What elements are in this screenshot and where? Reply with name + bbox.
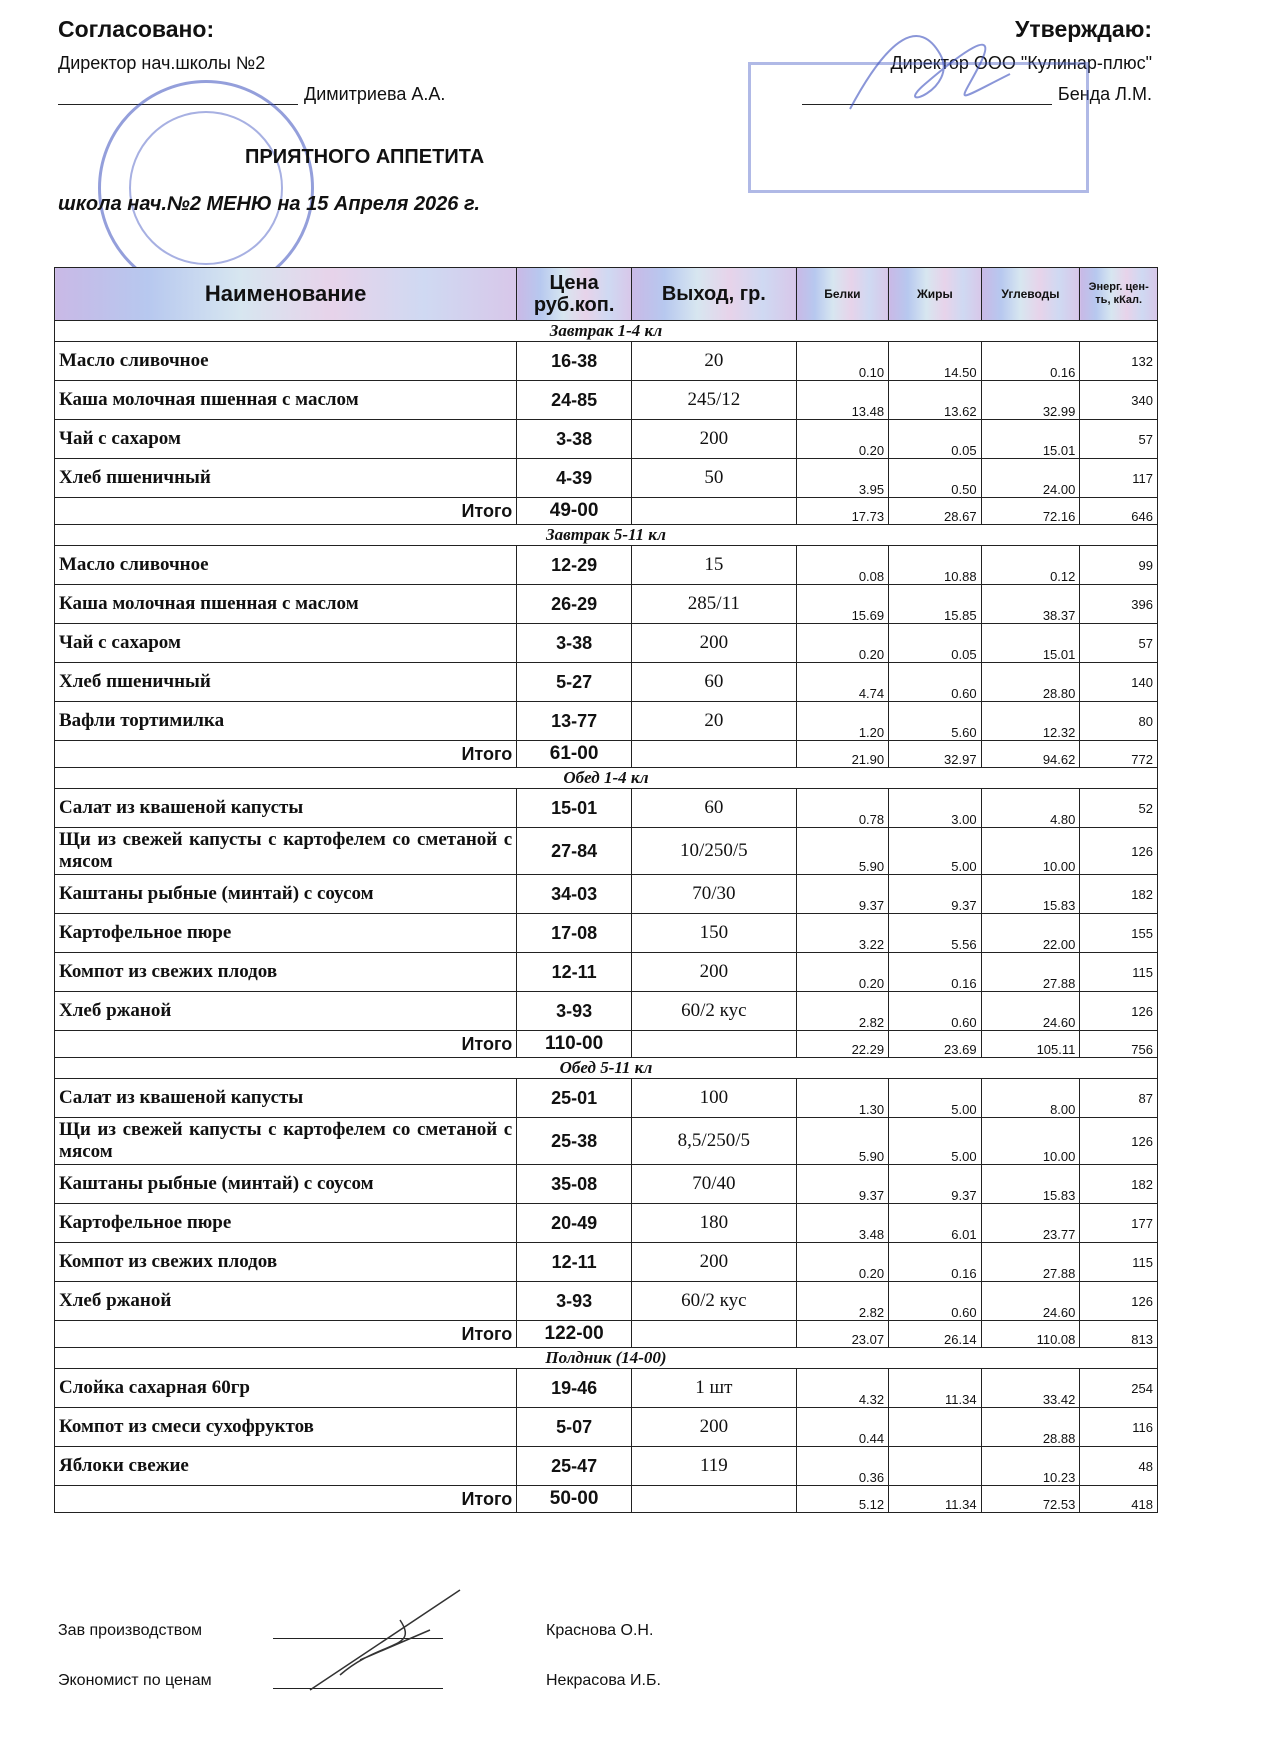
item-output: 70/40 xyxy=(631,1165,796,1204)
total-fats: 11.34 xyxy=(889,1486,981,1513)
item-output: 100 xyxy=(631,1079,796,1118)
item-kcal: 126 xyxy=(1080,1282,1158,1321)
total-kcal: 772 xyxy=(1080,741,1158,768)
confirm-position: Директор ООО "Кулинар-плюс" xyxy=(890,53,1152,73)
total-row xyxy=(55,1031,1158,1058)
menu-table xyxy=(54,267,1158,1513)
item-proteins: 2.82 xyxy=(796,1282,888,1321)
item-price: 3-38 xyxy=(517,420,632,459)
item-carbs: 4.80 xyxy=(981,789,1080,828)
header-energy: Энерг. цен-ть, кКал. xyxy=(1080,268,1158,321)
item-kcal: 87 xyxy=(1080,1079,1158,1118)
total-output xyxy=(631,1486,796,1513)
section-row xyxy=(55,1058,1158,1079)
item-proteins: 9.37 xyxy=(796,875,888,914)
item-output: 285/11 xyxy=(631,585,796,624)
item-price: 13-77 xyxy=(517,702,632,741)
item-name: Хлеб ржаной xyxy=(55,1282,517,1321)
item-name: Масло сливочное xyxy=(55,546,517,585)
total-carbs: 94.62 xyxy=(981,741,1080,768)
total-fats: 26.14 xyxy=(889,1321,981,1348)
section-title: Завтрак 1-4 кл xyxy=(55,321,1158,342)
item-name: Слойка сахарная 60гр xyxy=(55,1369,517,1408)
economist-name: Некрасова И.Б. xyxy=(546,1672,661,1689)
item-carbs: 24.00 xyxy=(981,459,1080,498)
item-carbs: 27.88 xyxy=(981,953,1080,992)
item-output: 245/12 xyxy=(631,381,796,420)
item-price: 12-11 xyxy=(517,953,632,992)
total-fats: 23.69 xyxy=(889,1031,981,1058)
total-output xyxy=(631,1321,796,1348)
item-name: Каша молочная пшенная с маслом xyxy=(55,381,517,420)
table-row xyxy=(55,1165,1158,1204)
item-fats: 6.01 xyxy=(889,1204,981,1243)
section-row xyxy=(55,321,1158,342)
item-name: Масло сливочное xyxy=(55,342,517,381)
item-price: 5-27 xyxy=(517,663,632,702)
item-fats: 0.50 xyxy=(889,459,981,498)
item-name: Каша молочная пшенная с маслом xyxy=(55,585,517,624)
table-row xyxy=(55,1204,1158,1243)
item-proteins: 0.36 xyxy=(796,1447,888,1486)
item-fats: 0.60 xyxy=(889,992,981,1031)
section-title: Полдник (14-00) xyxy=(55,1348,1158,1369)
item-fats: 0.60 xyxy=(889,1282,981,1321)
approved-title: Согласовано: xyxy=(58,16,215,42)
total-kcal: 756 xyxy=(1080,1031,1158,1058)
item-fats: 0.60 xyxy=(889,663,981,702)
item-name: Яблоки свежие xyxy=(55,1447,517,1486)
item-proteins: 0.78 xyxy=(796,789,888,828)
item-kcal: 126 xyxy=(1080,1118,1158,1165)
total-proteins: 17.73 xyxy=(796,498,888,525)
item-fats: 0.05 xyxy=(889,624,981,663)
item-carbs: 33.42 xyxy=(981,1369,1080,1408)
item-kcal: 396 xyxy=(1080,585,1158,624)
item-carbs: 15.83 xyxy=(981,1165,1080,1204)
item-kcal: 48 xyxy=(1080,1447,1158,1486)
item-fats: 0.16 xyxy=(889,953,981,992)
menu-title: школа нач.№2 МЕНЮ на 15 Апреля 2026 г. xyxy=(58,193,480,215)
item-fats: 3.00 xyxy=(889,789,981,828)
item-price: 20-49 xyxy=(517,1204,632,1243)
table-row xyxy=(55,1118,1158,1165)
item-output: 200 xyxy=(631,953,796,992)
item-kcal: 132 xyxy=(1080,342,1158,381)
item-price: 16-38 xyxy=(517,342,632,381)
table-row xyxy=(55,789,1158,828)
item-price: 35-08 xyxy=(517,1165,632,1204)
item-proteins: 4.32 xyxy=(796,1369,888,1408)
item-proteins: 0.20 xyxy=(796,624,888,663)
table-row xyxy=(55,546,1158,585)
item-name: Вафли тортимилка xyxy=(55,702,517,741)
item-kcal: 80 xyxy=(1080,702,1158,741)
header-fats: Жиры xyxy=(889,268,981,321)
table-row xyxy=(55,914,1158,953)
total-fats: 28.67 xyxy=(889,498,981,525)
item-output: 70/30 xyxy=(631,875,796,914)
item-price: 19-46 xyxy=(517,1369,632,1408)
item-carbs: 22.00 xyxy=(981,914,1080,953)
item-output: 10/250/5 xyxy=(631,828,796,875)
item-output: 60/2 кус xyxy=(631,992,796,1031)
total-kcal: 813 xyxy=(1080,1321,1158,1348)
total-row xyxy=(55,498,1158,525)
total-price: 110-00 xyxy=(517,1031,632,1058)
item-price: 15-01 xyxy=(517,789,632,828)
item-proteins: 3.95 xyxy=(796,459,888,498)
menu-body xyxy=(55,321,1158,1513)
table-row xyxy=(55,459,1158,498)
confirm-name: Бенда Л.М. xyxy=(1057,84,1152,104)
item-proteins: 0.20 xyxy=(796,1243,888,1282)
item-kcal: 115 xyxy=(1080,1243,1158,1282)
table-row xyxy=(55,875,1158,914)
total-row xyxy=(55,1486,1158,1513)
director-signature xyxy=(830,14,1030,124)
item-proteins: 15.69 xyxy=(796,585,888,624)
item-output: 150 xyxy=(631,914,796,953)
approved-signature-line xyxy=(58,84,528,105)
item-kcal: 57 xyxy=(1080,624,1158,663)
item-proteins: 5.90 xyxy=(796,828,888,875)
table-row xyxy=(55,1243,1158,1282)
item-carbs: 10.00 xyxy=(981,1118,1080,1165)
table-row xyxy=(55,1079,1158,1118)
item-fats: 5.60 xyxy=(889,702,981,741)
item-kcal: 126 xyxy=(1080,992,1158,1031)
item-fats: 5.56 xyxy=(889,914,981,953)
item-fats: 15.85 xyxy=(889,585,981,624)
item-kcal: 254 xyxy=(1080,1369,1158,1408)
item-name: Каштаны рыбные (минтай) с соусом xyxy=(55,875,517,914)
item-price: 4-39 xyxy=(517,459,632,498)
item-carbs: 10.00 xyxy=(981,828,1080,875)
item-carbs: 28.80 xyxy=(981,663,1080,702)
item-kcal: 52 xyxy=(1080,789,1158,828)
item-price: 34-03 xyxy=(517,875,632,914)
item-fats xyxy=(889,1447,981,1486)
header-name: Наименование xyxy=(55,268,517,321)
total-label: Итого xyxy=(55,1321,517,1348)
item-price: 25-38 xyxy=(517,1118,632,1165)
approved-name: Димитриева А.А. xyxy=(304,84,446,104)
table-row xyxy=(55,828,1158,875)
item-output: 200 xyxy=(631,624,796,663)
item-kcal: 126 xyxy=(1080,828,1158,875)
item-carbs: 15.01 xyxy=(981,420,1080,459)
item-fats: 14.50 xyxy=(889,342,981,381)
confirm-title: Утверждаю: xyxy=(1015,16,1152,42)
item-name: Хлеб пшеничный xyxy=(55,459,517,498)
item-proteins: 13.48 xyxy=(796,381,888,420)
item-price: 26-29 xyxy=(517,585,632,624)
item-carbs: 0.12 xyxy=(981,546,1080,585)
approval-block xyxy=(58,16,528,115)
item-output: 119 xyxy=(631,1447,796,1486)
total-row xyxy=(55,741,1158,768)
total-carbs: 72.53 xyxy=(981,1486,1080,1513)
table-row xyxy=(55,381,1158,420)
item-kcal: 140 xyxy=(1080,663,1158,702)
item-fats: 0.05 xyxy=(889,420,981,459)
header-price: Цена руб.коп. xyxy=(517,268,632,321)
item-price: 12-11 xyxy=(517,1243,632,1282)
total-output xyxy=(631,1031,796,1058)
total-kcal: 646 xyxy=(1080,498,1158,525)
item-output: 60 xyxy=(631,789,796,828)
total-carbs: 72.16 xyxy=(981,498,1080,525)
item-output: 15 xyxy=(631,546,796,585)
item-proteins: 9.37 xyxy=(796,1165,888,1204)
table-row xyxy=(55,1282,1158,1321)
item-proteins: 0.20 xyxy=(796,420,888,459)
total-label: Итого xyxy=(55,498,517,525)
item-price: 25-01 xyxy=(517,1079,632,1118)
item-carbs: 24.60 xyxy=(981,992,1080,1031)
item-name: Чай с сахаром xyxy=(55,624,517,663)
item-proteins: 2.82 xyxy=(796,992,888,1031)
item-carbs: 28.88 xyxy=(981,1408,1080,1447)
total-kcal: 418 xyxy=(1080,1486,1158,1513)
item-name: Компот из свежих плодов xyxy=(55,1243,517,1282)
item-proteins: 1.30 xyxy=(796,1079,888,1118)
appetite-heading: ПРИЯТНОГО АППЕТИТА xyxy=(245,146,485,168)
item-output: 20 xyxy=(631,702,796,741)
item-name: Щи из свежей капусты с картофелем со сметаной с мясом xyxy=(55,1118,517,1165)
item-fats xyxy=(889,1408,981,1447)
total-proteins: 22.29 xyxy=(796,1031,888,1058)
item-output: 200 xyxy=(631,1243,796,1282)
item-kcal: 155 xyxy=(1080,914,1158,953)
header-carbs: Углеводы xyxy=(981,268,1080,321)
item-carbs: 32.99 xyxy=(981,381,1080,420)
table-row xyxy=(55,953,1158,992)
item-name: Каштаны рыбные (минтай) с соусом xyxy=(55,1165,517,1204)
item-price: 17-08 xyxy=(517,914,632,953)
item-fats: 0.16 xyxy=(889,1243,981,1282)
section-row xyxy=(55,1348,1158,1369)
table-row xyxy=(55,1447,1158,1486)
table-header-row xyxy=(55,268,1158,321)
item-kcal: 116 xyxy=(1080,1408,1158,1447)
item-carbs: 10.23 xyxy=(981,1447,1080,1486)
item-price: 25-47 xyxy=(517,1447,632,1486)
table-row xyxy=(55,342,1158,381)
item-carbs: 24.60 xyxy=(981,1282,1080,1321)
total-price: 49-00 xyxy=(517,498,632,525)
production-name: Краснова О.Н. xyxy=(546,1622,654,1639)
header-proteins: Белки xyxy=(796,268,888,321)
item-proteins: 4.74 xyxy=(796,663,888,702)
item-kcal: 115 xyxy=(1080,953,1158,992)
item-output: 20 xyxy=(631,342,796,381)
item-carbs: 27.88 xyxy=(981,1243,1080,1282)
total-label: Итого xyxy=(55,741,517,768)
school-stamp xyxy=(98,80,314,296)
item-output: 60 xyxy=(631,663,796,702)
item-name: Картофельное пюре xyxy=(55,1204,517,1243)
item-name: Щи из свежей капусты с картофелем со сметаной с мясом xyxy=(55,828,517,875)
item-proteins: 1.20 xyxy=(796,702,888,741)
economist-label: Экономист по ценам xyxy=(58,1672,212,1689)
item-price: 3-93 xyxy=(517,1282,632,1321)
item-price: 3-93 xyxy=(517,992,632,1031)
item-carbs: 8.00 xyxy=(981,1079,1080,1118)
item-kcal: 182 xyxy=(1080,1165,1158,1204)
item-kcal: 117 xyxy=(1080,459,1158,498)
total-price: 61-00 xyxy=(517,741,632,768)
section-title: Обед 5-11 кл xyxy=(55,1058,1158,1079)
item-carbs: 15.01 xyxy=(981,624,1080,663)
total-proteins: 5.12 xyxy=(796,1486,888,1513)
item-carbs: 15.83 xyxy=(981,875,1080,914)
item-fats: 5.00 xyxy=(889,1079,981,1118)
item-proteins: 3.22 xyxy=(796,914,888,953)
item-name: Картофельное пюре xyxy=(55,914,517,953)
item-output: 200 xyxy=(631,1408,796,1447)
item-fats: 9.37 xyxy=(889,875,981,914)
item-price: 12-29 xyxy=(517,546,632,585)
item-carbs: 38.37 xyxy=(981,585,1080,624)
item-kcal: 177 xyxy=(1080,1204,1158,1243)
section-row xyxy=(55,525,1158,546)
item-price: 5-07 xyxy=(517,1408,632,1447)
item-carbs: 12.32 xyxy=(981,702,1080,741)
total-price: 50-00 xyxy=(517,1486,632,1513)
section-row xyxy=(55,768,1158,789)
item-fats: 5.00 xyxy=(889,1118,981,1165)
total-fats: 32.97 xyxy=(889,741,981,768)
total-price: 122-00 xyxy=(517,1321,632,1348)
item-carbs: 23.77 xyxy=(981,1204,1080,1243)
item-price: 24-85 xyxy=(517,381,632,420)
total-output xyxy=(631,741,796,768)
item-name: Хлеб пшеничный xyxy=(55,663,517,702)
production-signature xyxy=(300,1580,500,1700)
production-label: Зав производством xyxy=(58,1622,202,1639)
header-output: Выход, гр. xyxy=(631,268,796,321)
section-title: Обед 1-4 кл xyxy=(55,768,1158,789)
item-proteins: 0.10 xyxy=(796,342,888,381)
table-row xyxy=(55,624,1158,663)
table-row xyxy=(55,1369,1158,1408)
item-output: 1 шт xyxy=(631,1369,796,1408)
table-row xyxy=(55,702,1158,741)
item-output: 50 xyxy=(631,459,796,498)
total-proteins: 21.90 xyxy=(796,741,888,768)
item-kcal: 182 xyxy=(1080,875,1158,914)
item-proteins: 0.44 xyxy=(796,1408,888,1447)
item-fats: 5.00 xyxy=(889,828,981,875)
item-proteins: 5.90 xyxy=(796,1118,888,1165)
item-fats: 10.88 xyxy=(889,546,981,585)
item-proteins: 0.08 xyxy=(796,546,888,585)
item-name: Салат из квашеной капусты xyxy=(55,1079,517,1118)
item-name: Чай с сахаром xyxy=(55,420,517,459)
total-label: Итого xyxy=(55,1031,517,1058)
table-row xyxy=(55,1408,1158,1447)
item-carbs: 0.16 xyxy=(981,342,1080,381)
item-name: Компот из свежих плодов xyxy=(55,953,517,992)
item-proteins: 3.48 xyxy=(796,1204,888,1243)
total-output xyxy=(631,498,796,525)
item-output: 8,5/250/5 xyxy=(631,1118,796,1165)
item-price: 3-38 xyxy=(517,624,632,663)
item-name: Салат из квашеной капусты xyxy=(55,789,517,828)
item-proteins: 0.20 xyxy=(796,953,888,992)
item-price: 27-84 xyxy=(517,828,632,875)
total-row xyxy=(55,1321,1158,1348)
section-title: Завтрак 5-11 кл xyxy=(55,525,1158,546)
item-kcal: 99 xyxy=(1080,546,1158,585)
item-fats: 13.62 xyxy=(889,381,981,420)
item-kcal: 57 xyxy=(1080,420,1158,459)
total-proteins: 23.07 xyxy=(796,1321,888,1348)
item-name: Хлеб ржаной xyxy=(55,992,517,1031)
item-fats: 9.37 xyxy=(889,1165,981,1204)
table-row xyxy=(55,420,1158,459)
item-output: 180 xyxy=(631,1204,796,1243)
table-row xyxy=(55,585,1158,624)
item-fats: 11.34 xyxy=(889,1369,981,1408)
table-row xyxy=(55,992,1158,1031)
total-carbs: 105.11 xyxy=(981,1031,1080,1058)
item-output: 60/2 кус xyxy=(631,1282,796,1321)
approved-position: Директор нач.школы №2 xyxy=(58,53,266,73)
total-label: Итого xyxy=(55,1486,517,1513)
total-carbs: 110.08 xyxy=(981,1321,1080,1348)
item-name: Компот из смеси сухофруктов xyxy=(55,1408,517,1447)
item-kcal: 340 xyxy=(1080,381,1158,420)
table-row xyxy=(55,663,1158,702)
item-output: 200 xyxy=(631,420,796,459)
